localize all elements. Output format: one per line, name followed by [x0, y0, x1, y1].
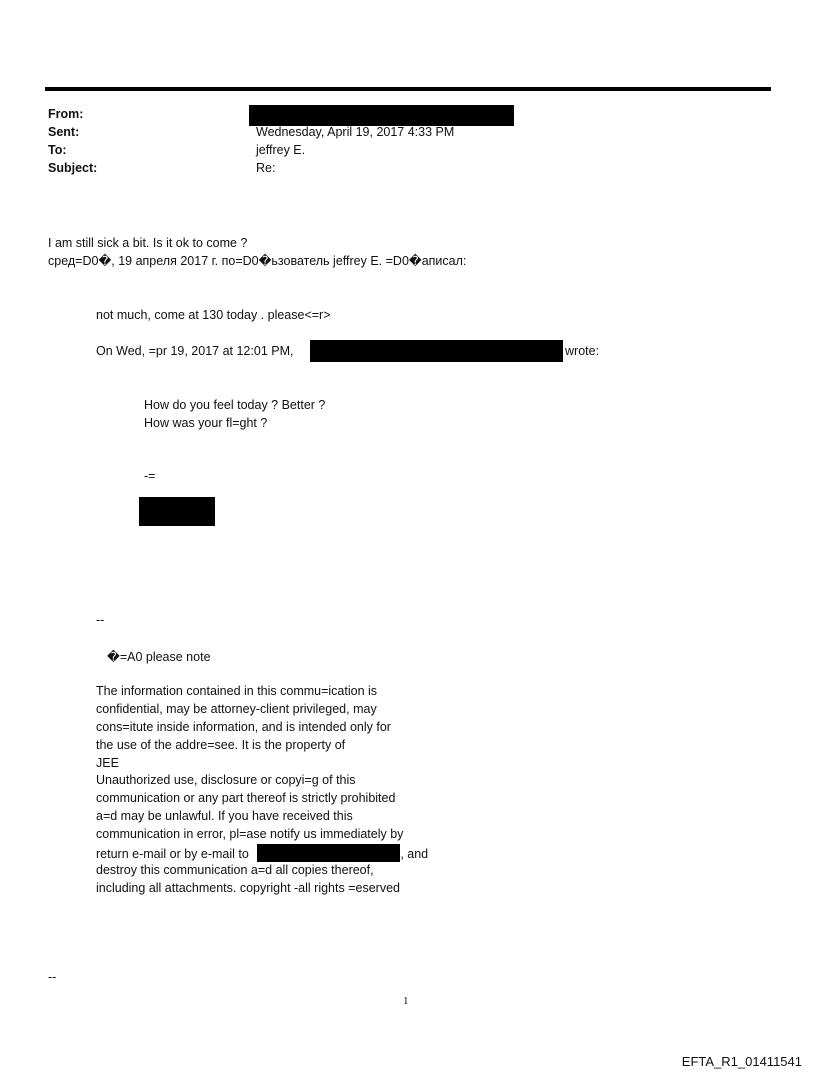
quoted-line-1: How do you feel today ? Better ?	[144, 398, 326, 412]
disclaimer-email-after: , and	[400, 847, 429, 862]
subject-value: Re:	[256, 161, 276, 175]
redacted-signature	[139, 497, 215, 526]
disclaimer-line: JEE	[96, 755, 119, 770]
disclaimer-line: The information contained in this commu=ication is	[96, 684, 378, 698]
redacted-email	[257, 844, 400, 862]
quote-intro-before: On Wed, =pr 19, 2017 at 12:01 PM,	[96, 344, 294, 358]
separator-dash: --	[96, 613, 105, 627]
redacted-from	[249, 105, 514, 126]
sent-label: Sent:	[48, 125, 80, 139]
disclaimer-line: confidential, may be attorney-client privileged, may	[96, 701, 377, 716]
from-label: From:	[48, 107, 84, 121]
disclaimer-line: Unauthorized use, disclosure or copyi=g of this	[96, 773, 356, 788]
header-rule	[45, 87, 771, 91]
body-line-2: сред=D0�, 19 апреля 2017 г. по=D0�ьзователь jeffrey E. =D0�аписал:	[48, 254, 467, 268]
please-note: �=A0 please note	[107, 650, 211, 664]
quote-intro-after: wrote:	[565, 344, 600, 358]
quoted-line-2: How was your fl=ght ?	[144, 416, 268, 430]
redacted-sender	[310, 340, 563, 362]
subject-label: Subject:	[48, 161, 98, 175]
body-line-1: I am still sick a bit. Is it ok to come ?	[48, 236, 248, 250]
disclaimer-line: communication or any part thereof is strictly prohibited	[96, 791, 396, 806]
to-label: To:	[48, 143, 67, 157]
disclaimer-line: the use of the addre=see. It is the property of	[96, 737, 346, 752]
disclaimer-line: communication in error, pl=ase notify us immediately by	[96, 827, 404, 842]
sent-value: Wednesday, April 19, 2017 4:33 PM	[256, 125, 455, 139]
document-id: EFTA_R1_01411541	[681, 1054, 802, 1069]
disclaimer-block	[96, 683, 428, 898]
disclaimer-line: a=d may be unlawful. If you have received this	[96, 809, 353, 824]
to-value: jeffrey E.	[256, 143, 306, 157]
disclaimer-email-before: return e-mail or by e-mail to	[96, 847, 249, 862]
signature-marker: -=	[144, 469, 156, 483]
disclaimer-line: destroy this communication a=d all copies thereof,	[96, 862, 374, 877]
page-number: 1	[403, 995, 409, 1007]
disclaimer-line: cons=itute inside information, and is intended only for	[96, 719, 391, 734]
reply-line: not much, come at 130 today . please<=r>	[96, 308, 331, 322]
disclaimer-line-email	[96, 844, 428, 862]
end-dash: --	[48, 970, 57, 984]
disclaimer-line: including all attachments. copyright -all rights =eserved	[96, 880, 400, 895]
